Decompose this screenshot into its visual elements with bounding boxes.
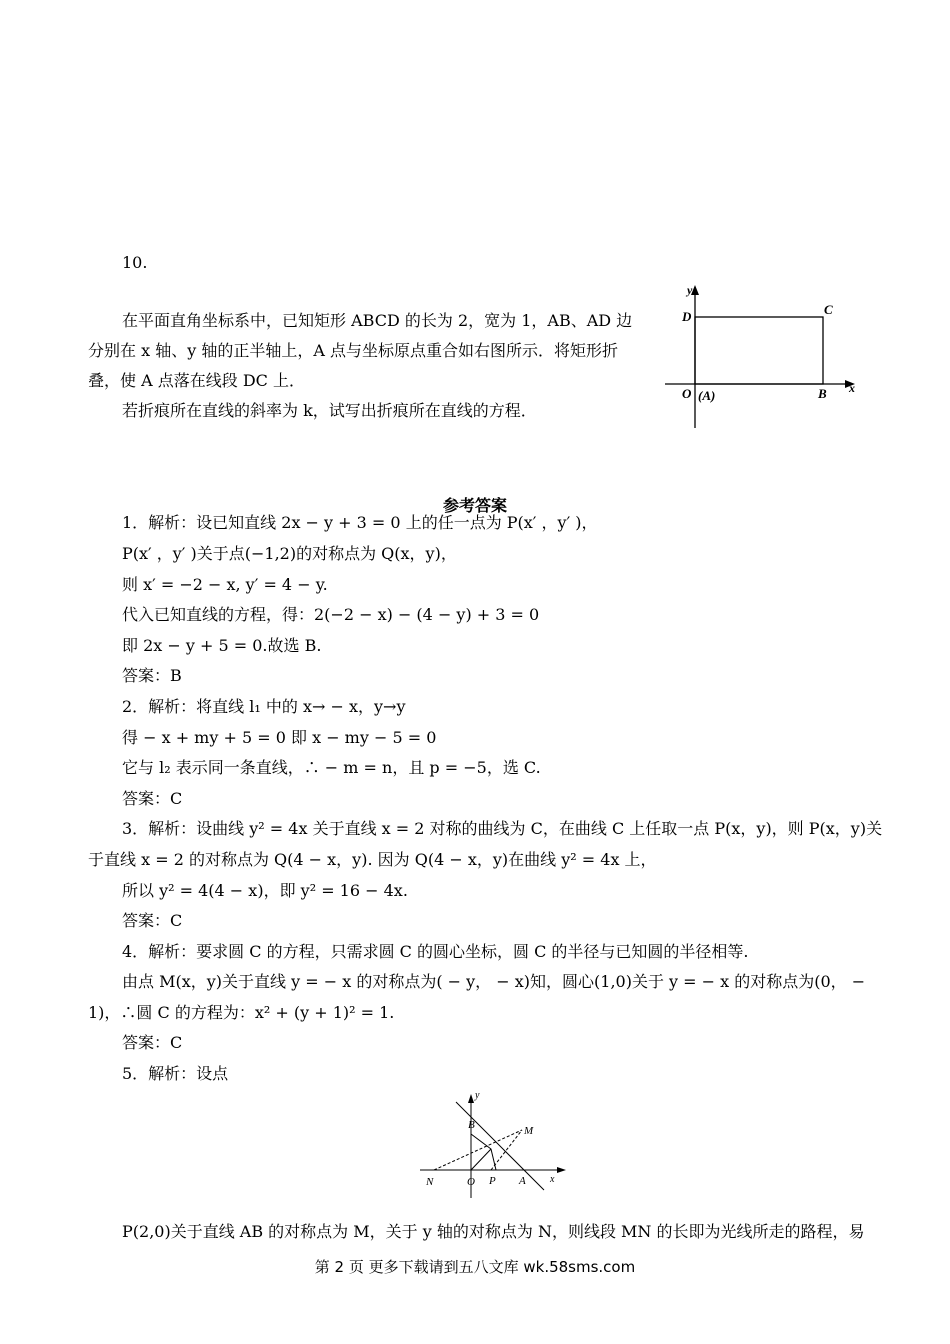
answer-line: 它与 l₂ 表示同一条直线，∴ − m = n，且 p = −5，选 C. bbox=[122, 758, 541, 777]
question-text-line-2: 分别在 x 轴、y 轴的正半轴上，A 点与坐标原点重合如右图所示．将矩形折 bbox=[88, 341, 618, 360]
answer-line: 答案：C bbox=[122, 1033, 183, 1052]
label-b: B bbox=[818, 386, 827, 401]
label-a: A bbox=[519, 1175, 526, 1187]
page-footer: 第 2 页 更多下载请到五八文库 wk.58sms.com bbox=[314, 1258, 636, 1276]
answer-line: 由点 M(x，y)关于直线 y = − x 的对称点为( − y， − x)知，圆心(1,0)关于 y = − x 的对称点为(0， − bbox=[122, 972, 866, 991]
answer-line: 3．解析：设曲线 y² = 4x 关于直线 x = 2 对称的曲线为 C，在曲线 C 上任取一点 P(x，y)，则 P(x，y)关 bbox=[122, 819, 883, 838]
question-text-line-1: 在平面直角坐标系中，已知矩形 ABCD 的长为 2，宽为 1，AB、AD 边 bbox=[122, 311, 633, 330]
answer-line: 4．解析：要求圆 C 的方程，只需求圆 C 的圆心坐标，圆 C 的半径与已知圆的半径相等. bbox=[122, 942, 749, 961]
answer-line: 代入已知直线的方程，得：2(−2 − x) − (4 − y) + 3 = 0 bbox=[122, 605, 540, 624]
light-path bbox=[471, 1134, 496, 1170]
label-x: x bbox=[550, 1174, 555, 1185]
answer-line: 5．解析：设点 bbox=[122, 1064, 229, 1083]
question-text-line-3: 叠，使 A 点落在线段 DC 上． bbox=[88, 371, 305, 390]
answer-line: 即 2x − y + 5 = 0.故选 B. bbox=[122, 636, 322, 655]
answer-line: 则 x′ = −2 − x, y′ = 4 − y. bbox=[122, 575, 328, 594]
label-o: O bbox=[682, 386, 692, 401]
answer-line: 1)，∴圆 C 的方程为：x² + (y + 1)² = 1. bbox=[88, 1003, 395, 1022]
answer-line: 1．解析：设已知直线 2x − y + 3 = 0 上的任一点为 P(x′ ，y′ )， bbox=[122, 513, 598, 532]
answer-line: 于直线 x = 2 的对称点为 Q(4 − x，y). 因为 Q(4 − x，y)在曲线 y² = 4x 上， bbox=[88, 850, 657, 869]
answer-line: 答案：B bbox=[122, 666, 182, 685]
rectangle-abcd bbox=[695, 317, 823, 384]
segment-nm bbox=[434, 1130, 522, 1170]
light-path-return bbox=[471, 1149, 491, 1170]
label-b: B bbox=[468, 1119, 475, 1131]
label-d: D bbox=[682, 309, 692, 324]
question-text-line-4: 若折痕所在直线的斜率为 k，试写出折痕所在直线的方程． bbox=[122, 401, 537, 420]
label-c: C bbox=[824, 302, 833, 317]
label-o: O bbox=[467, 1176, 475, 1188]
label-y: y bbox=[687, 283, 693, 297]
reflection-figure bbox=[418, 1088, 568, 1200]
answers-title: 参考答案 bbox=[442, 496, 507, 515]
label-n: N bbox=[426, 1176, 434, 1188]
label-y: y bbox=[475, 1090, 480, 1101]
label-a: (A) bbox=[698, 388, 716, 403]
y-axis-arrow-icon bbox=[468, 1094, 474, 1103]
answer-line: P(2,0)关于直线 AB 的对称点为 M，关于 y 轴的对称点为 N，则线段 MN 的长即为光线所走的路程，易 bbox=[122, 1222, 865, 1241]
rectangle-figure bbox=[660, 280, 865, 430]
answer-line: 答案：C bbox=[122, 789, 183, 808]
answer-line: 得 − x + my + 5 = 0 即 x − my − 5 = 0 bbox=[122, 728, 437, 747]
label-x: x bbox=[849, 381, 855, 395]
answer-line: 2．解析：将直线 l₁ 中的 x→ − x，y→y bbox=[122, 697, 406, 716]
label-p: P bbox=[489, 1175, 496, 1187]
x-axis-arrow-icon bbox=[557, 1167, 566, 1173]
answer-line: 答案：C bbox=[122, 911, 183, 930]
answer-line: P(x′ ，y′ )关于点(−1,2)的对称点为 Q(x，y)， bbox=[122, 544, 457, 563]
question-number: 10. bbox=[122, 253, 148, 272]
label-m: M bbox=[524, 1125, 534, 1137]
answer-line: 所以 y² = 4(4 − x)，即 y² = 16 − 4x. bbox=[122, 881, 408, 900]
